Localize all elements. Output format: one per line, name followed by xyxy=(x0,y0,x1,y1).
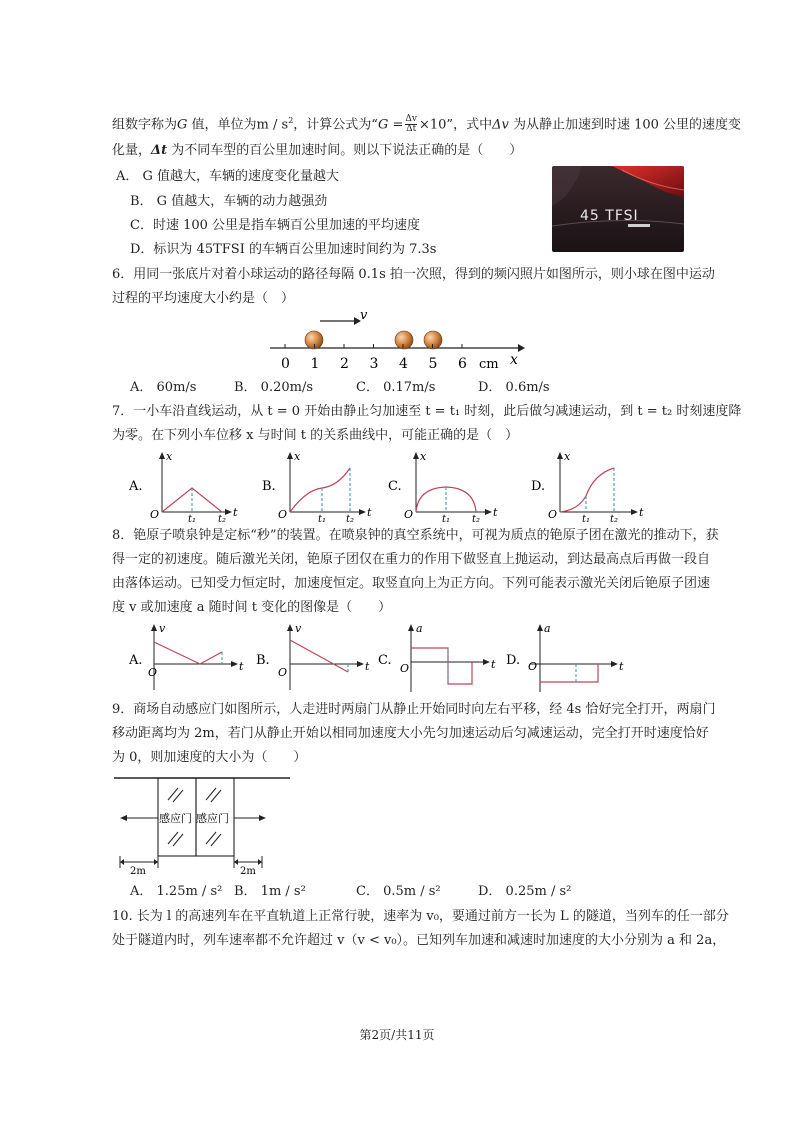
q8-graph-d xyxy=(506,622,624,692)
q9-door-diagram xyxy=(112,770,292,876)
q7-origin: O xyxy=(150,508,160,521)
q7-graphs xyxy=(126,450,646,522)
q5-text: ，计算公式为“ xyxy=(293,117,378,133)
q7-graph-d xyxy=(531,450,644,522)
q6-line2: 过程的平均速度大小约是（ ） xyxy=(112,291,295,306)
q5-option-a: A． G 值越大，车辆的速度变化量越大 xyxy=(116,169,340,184)
x-axis-tick-label: 4 xyxy=(399,356,408,372)
q7-t2: t₂ xyxy=(472,514,481,522)
unit-label: cm xyxy=(479,357,499,372)
q5-line1: 组数字称为G 值，单位为m / $s^2$，计算公式为“G = $\frac{\Delta v}{\Delta t}$ ×10”，式中Δv 为从静止加速到时速 100 公里的速度变 xyxy=(112,114,742,135)
q8-line2: 得一定的初速度。随后激光关闭，铯原子团仅在重力的作用下做竖直上抛运动，到达最高点后再做一段自 xyxy=(112,552,711,567)
q7-label-d: D. xyxy=(531,479,546,494)
q9-option-a: A． 1.25m / s² xyxy=(130,884,223,899)
x-axis-tick-label: 5 xyxy=(428,356,438,372)
q8-axis-v: v xyxy=(295,622,302,635)
q8-line1: 8．铯原子喷泉钟是定标“秒”的装置。在喷泉钟的真空系统中，可视为质点的铯原子团在激光的推动下，获 xyxy=(112,528,719,543)
q8-line3: 由落体运动。已知受力恒定时，加速度恒定。取竖直向上为正方向。下列可能表示激光关闭后铯原子团速 xyxy=(112,576,711,591)
q6-line1: 6．用同一张底片对着小球运动的路径每隔 0.1s 拍一次照，得到的频闪照片如图所示，则小球在图中运动 xyxy=(112,267,715,282)
q8-graph-b xyxy=(256,622,370,690)
q5-option-b: B． G 值越大，车辆的动力越强劲 xyxy=(130,194,328,209)
q9-line2: 移动距离均为 2m，若门从静止开始以相同加速度大小先匀加速运动后匀减速运动，完全打开时速度恰好 xyxy=(112,726,709,741)
q9-option-b: B． 1m / s² xyxy=(234,884,306,899)
q5-text: 值，单位为 xyxy=(187,117,257,133)
x-axis-tick-label: 6 xyxy=(458,356,467,372)
q8-axis-t: t xyxy=(365,660,370,673)
q5-formula-numerator: Δv xyxy=(405,114,417,125)
x-axis-tick-label: 1 xyxy=(310,356,320,372)
q8-axis-a: a xyxy=(416,622,423,635)
q7-label-a: A. xyxy=(129,479,143,494)
x-axis-tick-label: 0 xyxy=(281,356,290,372)
q5-line2 xyxy=(112,142,522,160)
q7-t2: t₂ xyxy=(610,514,619,522)
q7-origin: O xyxy=(548,508,558,521)
q5-formula-G: G = xyxy=(377,117,404,133)
door-left-arrow xyxy=(120,815,127,821)
q7-axis-x: x xyxy=(166,450,173,463)
q8-label-a: A. xyxy=(129,653,143,668)
q7-axis-t: t xyxy=(367,506,372,519)
q7-t1: t₁ xyxy=(582,514,591,522)
q8-label-d: D. xyxy=(506,653,521,668)
q6-option-a: A． 60m/s xyxy=(130,380,197,395)
q7-curve-d xyxy=(560,468,614,512)
q8-curve-b xyxy=(290,640,348,672)
q7-t2: t₂ xyxy=(346,514,355,522)
q6-strobe-diagram xyxy=(262,304,532,376)
q8-axis-t: t xyxy=(239,660,244,673)
q7-label-c: C. xyxy=(388,479,402,494)
x-axis-label: x xyxy=(510,352,518,368)
q9-line3: 为 0，则加速度的大小为（ ） xyxy=(112,750,307,765)
q8-origin: O xyxy=(400,662,410,675)
q7-axis-t: t xyxy=(639,506,644,519)
door-label-right: 感应门 xyxy=(196,812,229,825)
q7-axis-x: x xyxy=(294,450,301,463)
q8-line4: 度 v 或加速度 a 随时间 t 变化的图像是（ ） xyxy=(112,600,392,615)
q9-line1: 9．商场自动感应门如图所示，人走进时两扇门从静止开始同时向左右平移，经 4s 恰好完全打开，两扇门 xyxy=(112,702,716,717)
q8-graph-a xyxy=(128,622,244,690)
q8-axis-t: t xyxy=(491,658,496,671)
q7-t1: t₁ xyxy=(188,514,197,522)
q7-graph-a xyxy=(128,450,238,522)
car-badge-text: 45 TFSI xyxy=(580,208,639,224)
q8-graph-c xyxy=(378,622,496,692)
q5-formula-tail: ×10” xyxy=(418,117,454,133)
q7-curve-b xyxy=(290,468,350,512)
q8-curve-a xyxy=(154,642,222,664)
q7-graph-c xyxy=(388,450,498,522)
x-axis-tick-label: 3 xyxy=(369,356,379,372)
q8-label-c: C. xyxy=(378,653,392,668)
q5-formula-fraction xyxy=(405,115,417,134)
page-footer: 第2页/共11页 xyxy=(359,1028,435,1042)
car-badge-photo xyxy=(552,166,684,252)
q7-t1: t₁ xyxy=(318,514,327,522)
q7-line2: 为零。在下列小车位移 x 与时间 t 的关系曲线中，可能正确的是（ ） xyxy=(112,428,519,443)
q8-axis-a: a xyxy=(544,622,551,635)
q7-t2: t₂ xyxy=(218,514,227,522)
ball-2 xyxy=(395,331,413,349)
q6-option-c: C． 0.17m/s xyxy=(356,380,436,395)
dim-right: 2m xyxy=(240,866,256,876)
x-axis-arrow xyxy=(518,344,525,352)
q7-line1: 7．一小车沿直线运动，从 t = 0 开始由静止匀加速至 t = t₁ 时刻，此后做匀减速运动，到 t = t₂ 时刻速度降 xyxy=(112,404,742,419)
q5-text: 组数字称为 xyxy=(112,117,178,133)
q7-axis-t: t xyxy=(493,506,498,519)
q10-line2: 处于隧道内时，列车速率都不允许超过 v（v < v₀）。已知列车加速和减速时加速度的大小分别为 a 和 2a， xyxy=(112,933,726,948)
q8-curve-c xyxy=(411,648,472,684)
q5-text: 化量， xyxy=(112,143,152,158)
q7-origin: O xyxy=(278,508,288,521)
q7-t1: t₁ xyxy=(442,514,451,522)
q8-label-b: B. xyxy=(256,653,270,668)
x-axis-tick-label: 2 xyxy=(340,356,349,372)
q5-text: ，式中 xyxy=(453,117,493,133)
q8-origin: O xyxy=(528,660,538,673)
q5-text: 为不同车型的百公里加速时间。则以下说法正确的是（ ） xyxy=(167,143,523,158)
q5-dv: Δv xyxy=(492,117,509,133)
q5-option-d: D．标识为 45TFSI 的车辆百公里加速时间约为 7.3s xyxy=(130,242,437,257)
q7-axis-x: x xyxy=(420,450,427,463)
q7-label-b: B. xyxy=(262,479,276,494)
q10-line1: 10. 长为 l 的高速列车在平直轨道上正常行驶，速率为 v₀，要通过前方一长为 L 的隧道，当列车的任一部分 xyxy=(112,909,729,924)
q8-origin: O xyxy=(278,666,288,679)
q8-graphs xyxy=(126,620,646,696)
door-right-arrow xyxy=(259,815,266,821)
q5-unit: m / s xyxy=(256,117,289,133)
q5-dt: Δt xyxy=(151,143,168,158)
q6-option-b: B． 0.20m/s xyxy=(234,380,314,395)
q5-G: G xyxy=(177,117,188,133)
q8-axis-v: v xyxy=(159,622,166,635)
q9-option-c: C． 0.5m / s² xyxy=(356,884,441,899)
q7-origin: O xyxy=(404,508,414,521)
q7-graph-b xyxy=(262,450,372,522)
door-label-left: 感应门 xyxy=(159,812,192,825)
q8-curve-d xyxy=(540,664,598,682)
q9-option-d: D． 0.25m / s² xyxy=(478,884,572,899)
q5-formula-denominator: Δt xyxy=(406,124,417,135)
q5-option-c: C．时速 100 公里是指车辆百公里加速的平均速度 xyxy=(130,218,421,233)
q7-axis-t: t xyxy=(233,506,238,519)
q8-axis-t: t xyxy=(619,660,624,673)
q8-origin: O xyxy=(148,666,158,679)
dim-left: 2m xyxy=(130,866,146,876)
velocity-label: v xyxy=(360,308,368,323)
q6-option-d: D． 0.6m/s xyxy=(478,380,550,395)
q7-axis-x: x xyxy=(564,450,571,463)
q5-text: 为从静止加速到时速 100 公里的速度变 xyxy=(508,117,742,133)
